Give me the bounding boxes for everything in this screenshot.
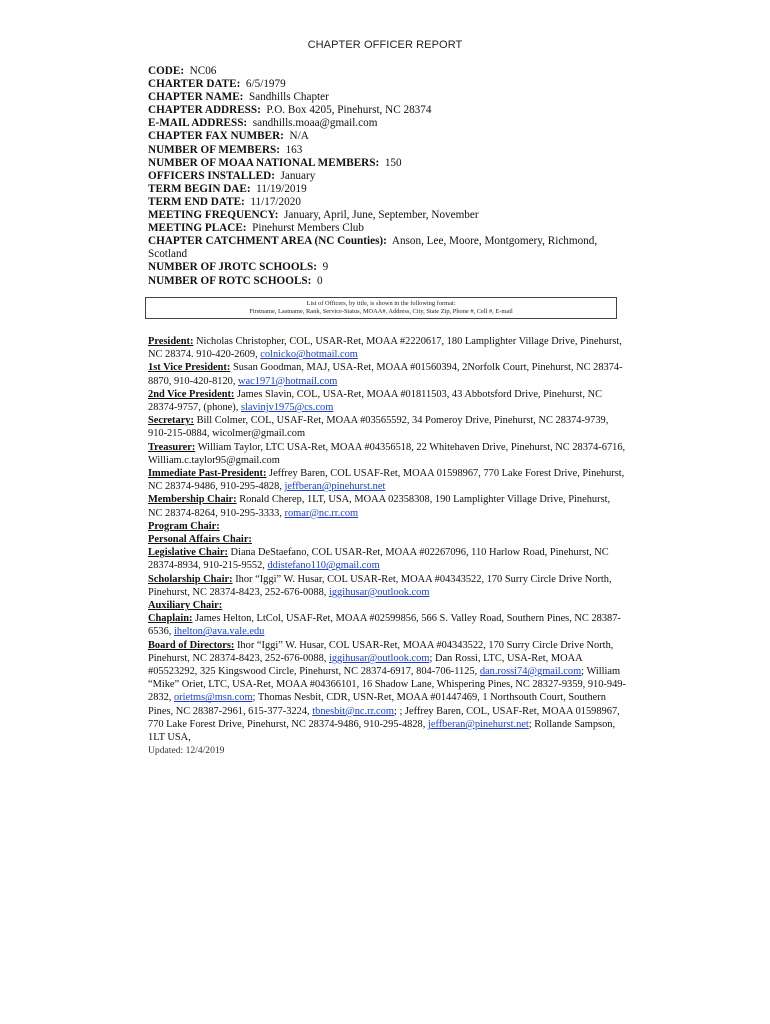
field-label: NUMBER OF ROTC SCHOOLS:	[148, 274, 312, 287]
field-label: TERM END DATE:	[148, 195, 245, 208]
field-line	[148, 275, 628, 288]
email-link[interactable]: ddistefano110@gmail.com	[267, 560, 380, 572]
field-line	[148, 183, 628, 196]
field-line	[148, 196, 628, 209]
email-link[interactable]: iggihusar@outlook.com	[328, 652, 430, 664]
field-value: January	[280, 169, 316, 182]
officer-title: Legislative Chair:	[148, 547, 228, 559]
officer-title: Immediate Past-President:	[148, 468, 267, 480]
officer-details: ; Rollande Sampson, 1LT USA,	[148, 718, 616, 744]
field-line	[148, 91, 628, 104]
officer-details: Nicholas Christopher, COL, USAR-Ret, MOAA #2220617, 180 Lamplighter Village Drive, Pinehurst, NC 28374. 910-420-2609,	[148, 336, 622, 361]
field-label: NUMBER OF MEMBERS:	[148, 143, 280, 156]
field-label: CHAPTER FAX NUMBER:	[148, 130, 284, 143]
officer-entry	[148, 573, 626, 599]
officer-entry	[148, 599, 626, 612]
officer-title: Program Chair:	[148, 520, 220, 532]
officer-details: Bill Colmer, COL, USAF-Ret, MOAA #03565592, 34 Pomeroy Drive, Pinehurst, NC 28374-9739, 910-215-0884, wicolmer@gmail.com	[148, 415, 609, 440]
officer-entry	[148, 612, 626, 638]
officer-details: Susan Goodman, MAJ, USA-Ret, MOAA #01560394, 2Norfolk Court, Pinehurst, NC 28374-8870, 910-420-8120,	[148, 362, 623, 387]
field-value: 0	[316, 274, 323, 287]
field-line	[148, 235, 628, 248]
officer-entry	[148, 335, 626, 361]
officer-details: Ronald Cherep, 1LT, USA, MOAA 02358308, 190 Lamplighter Village Drive, Pinehurst, NC 28374-8264, 910-295-3333,	[148, 494, 611, 519]
officer-title: Board of Directors:	[148, 639, 235, 651]
field-line	[148, 248, 628, 261]
officer-title: President:	[148, 336, 194, 347]
officer-title: Chaplain:	[148, 613, 193, 625]
email-link[interactable]: tbnesbit@nc.rr.com	[312, 705, 394, 717]
officer-entry	[148, 388, 626, 414]
email-link[interactable]: jeffberan@pinehurst.net	[284, 481, 386, 493]
field-label: NUMBER OF JROTC SCHOOLS:	[148, 261, 317, 274]
officer-title: 2nd Vice President:	[148, 388, 235, 400]
field-line	[148, 222, 628, 235]
field-value: 6/5/1979	[245, 78, 286, 91]
field-label: MEETING PLACE:	[148, 222, 247, 235]
email-link[interactable]: orietms@msn.com	[173, 692, 253, 704]
field-line	[148, 144, 628, 157]
officer-details: ; ; Jeffrey Baren, COL, USAF-Ret, MOAA 01598967, 770 Lake Forest Drive, Pinehurst, NC 28374-9486, 910-295-4828,	[148, 705, 620, 730]
field-label: OFFICERS INSTALLED:	[148, 169, 275, 182]
officer-details: ; William “Mike” Oriet, LTC, USA-Ret, MOAA #04366101, 16 Shadow Lane, Whispering Pines, NC 28327-9359, 910-949-2832,	[148, 666, 626, 704]
field-label: MEETING FREQUENCY:	[148, 209, 279, 222]
field-label: CHAPTER ADDRESS:	[148, 104, 261, 117]
field-value: 9	[322, 261, 329, 274]
field-label: NUMBER OF MOAA NATIONAL MEMBERS:	[148, 156, 380, 169]
field-value: P.O. Box 4205, Pinehurst, NC 28374	[266, 104, 432, 117]
officer-entry	[148, 414, 626, 440]
field-line	[148, 209, 628, 222]
field-value: Scotland	[148, 248, 188, 261]
officer-details: Ihor “Iggi” W. Husar, COL USAR-Ret, MOAA #04343522, 170 Surry Circle Drive North, Pinehurst, NC 28374-8423, 252-676-0088,	[148, 639, 614, 664]
field-value: 150	[384, 156, 402, 169]
officer-details: Jeffrey Baren, COL USAF-Ret, MOAA 01598967, 770 Lake Forest Drive, Pinehurst, NC 28374-9486, 910-295-4828,	[148, 468, 625, 493]
email-link[interactable]: colnicko@hotmail.com	[260, 349, 358, 361]
field-value: 11/17/2020	[250, 195, 301, 208]
updated-date: Updated: 12/4/2019	[148, 745, 225, 756]
email-link[interactable]: iggihusar@outlook.com	[328, 586, 430, 598]
report-title: CHAPTER OFFICER REPORT	[307, 39, 463, 51]
officer-entry	[148, 441, 626, 467]
format-note-box	[145, 297, 617, 319]
officer-title: Secretary:	[148, 415, 194, 427]
field-value: January, April, June, September, November	[284, 209, 479, 222]
officer-entry	[148, 467, 626, 493]
field-value: Anson, Lee, Moore, Montgomery, Richmond,	[391, 235, 598, 248]
field-value: Sandhills Chapter	[249, 91, 329, 104]
officer-details: William Taylor, LTC USA-Ret, MOAA #04356518, 22 Whitehaven Drive, Pinehurst, NC 28374-6716, William.c.taylor95@gmail.com	[148, 441, 626, 466]
officer-title: Treasurer:	[148, 441, 196, 453]
officer-details: Diana DeStaefano, COL USAR-Ret, MOAA #02267096, 110 Harlow Road, Pinehurst, NC 28374-8934, 910-215-9552,	[148, 547, 609, 572]
officer-entry	[148, 520, 626, 533]
email-link[interactable]: jeffberan@pinehurst.net	[427, 718, 529, 730]
field-value: N/A	[289, 130, 309, 143]
officer-details: Ihor “Iggi” W. Husar, COL USAR-Ret, MOAA #04343522, 170 Surry Circle Drive North, Pinehurst, NC 28374-8423, 252-676-0088,	[148, 573, 612, 598]
officer-entry	[148, 639, 626, 745]
officers-list	[148, 335, 626, 744]
field-label: CHARTER DATE:	[148, 78, 241, 91]
field-value: sandhills.moaa@gmail.com	[252, 117, 378, 130]
field-label: CHAPTER CATCHMENT AREA (NC Counties):	[148, 235, 387, 248]
field-line	[148, 157, 628, 170]
field-label: CHAPTER NAME:	[148, 91, 244, 104]
officer-title: Scholarship Chair:	[148, 573, 233, 585]
field-line	[148, 78, 628, 91]
field-line	[148, 65, 628, 78]
chapter-info-block	[148, 65, 628, 288]
email-link[interactable]: wac1971@hotmail.com	[238, 375, 338, 387]
email-link[interactable]: slavinjv1975@cs.com	[240, 402, 334, 414]
field-label: TERM BEGIN DAE:	[148, 182, 251, 195]
officer-details: ; Thomas Nesbit, CDR, USN-Ret, MOAA #01447469, 1 Northsouth Court, Southern Pines, NC 28387-2961, 615-377-3224,	[148, 692, 606, 717]
field-line	[148, 261, 628, 274]
officer-details: James Helton, LtCol, USAF-Ret, MOAA #02599856, 566 S. Valley Road, Southern Pines, NC 28387-6536,	[148, 613, 621, 638]
officer-details: ; Dan Rossi, LTC, USA-Ret, MOAA #05523292, 325 Kingswood Circle, Pinehurst, NC 28374-6917, 804-706-1125,	[148, 652, 583, 678]
field-value: 163	[285, 143, 303, 156]
field-value: 11/19/2019	[256, 182, 307, 195]
officer-title: Membership Chair:	[148, 494, 237, 506]
format-note-line-1: List of Officers, by title, is shown in the following format:	[306, 300, 456, 307]
officer-entry	[148, 361, 626, 387]
field-line	[148, 130, 628, 143]
officer-entry	[148, 533, 626, 546]
officer-title: Auxiliary Chair:	[148, 600, 223, 612]
field-line	[148, 117, 628, 130]
email-link[interactable]: ihelton@ava.vale.edu	[173, 626, 265, 638]
email-link[interactable]: romar@nc.rr.com	[284, 507, 359, 519]
email-link[interactable]: dan.rossi74@gmail.com	[479, 666, 582, 678]
field-value: NC06	[189, 65, 217, 77]
officer-title: Personal Affairs Chair:	[148, 534, 252, 546]
officer-details: James Slavin, COL, USA-Ret, MOAA #01811503, 43 Abbotsford Drive, Pinehurst, NC 28374-9757, (phone),	[148, 388, 603, 414]
field-label: E-MAIL ADDRESS:	[148, 117, 248, 130]
officer-title: 1st Vice President:	[148, 362, 231, 374]
format-note-line-2: Firstname, Lastname, Rank, Service-Status, MOAA#, Address, City, State Zip, Phone #, Cell #, E-mail	[249, 308, 513, 315]
field-value: Pinehurst Members Club	[252, 222, 364, 235]
field-line	[148, 104, 628, 117]
field-label: CODE:	[148, 65, 185, 77]
officer-entry	[148, 493, 626, 519]
field-line	[148, 170, 628, 183]
officer-entry	[148, 546, 626, 572]
